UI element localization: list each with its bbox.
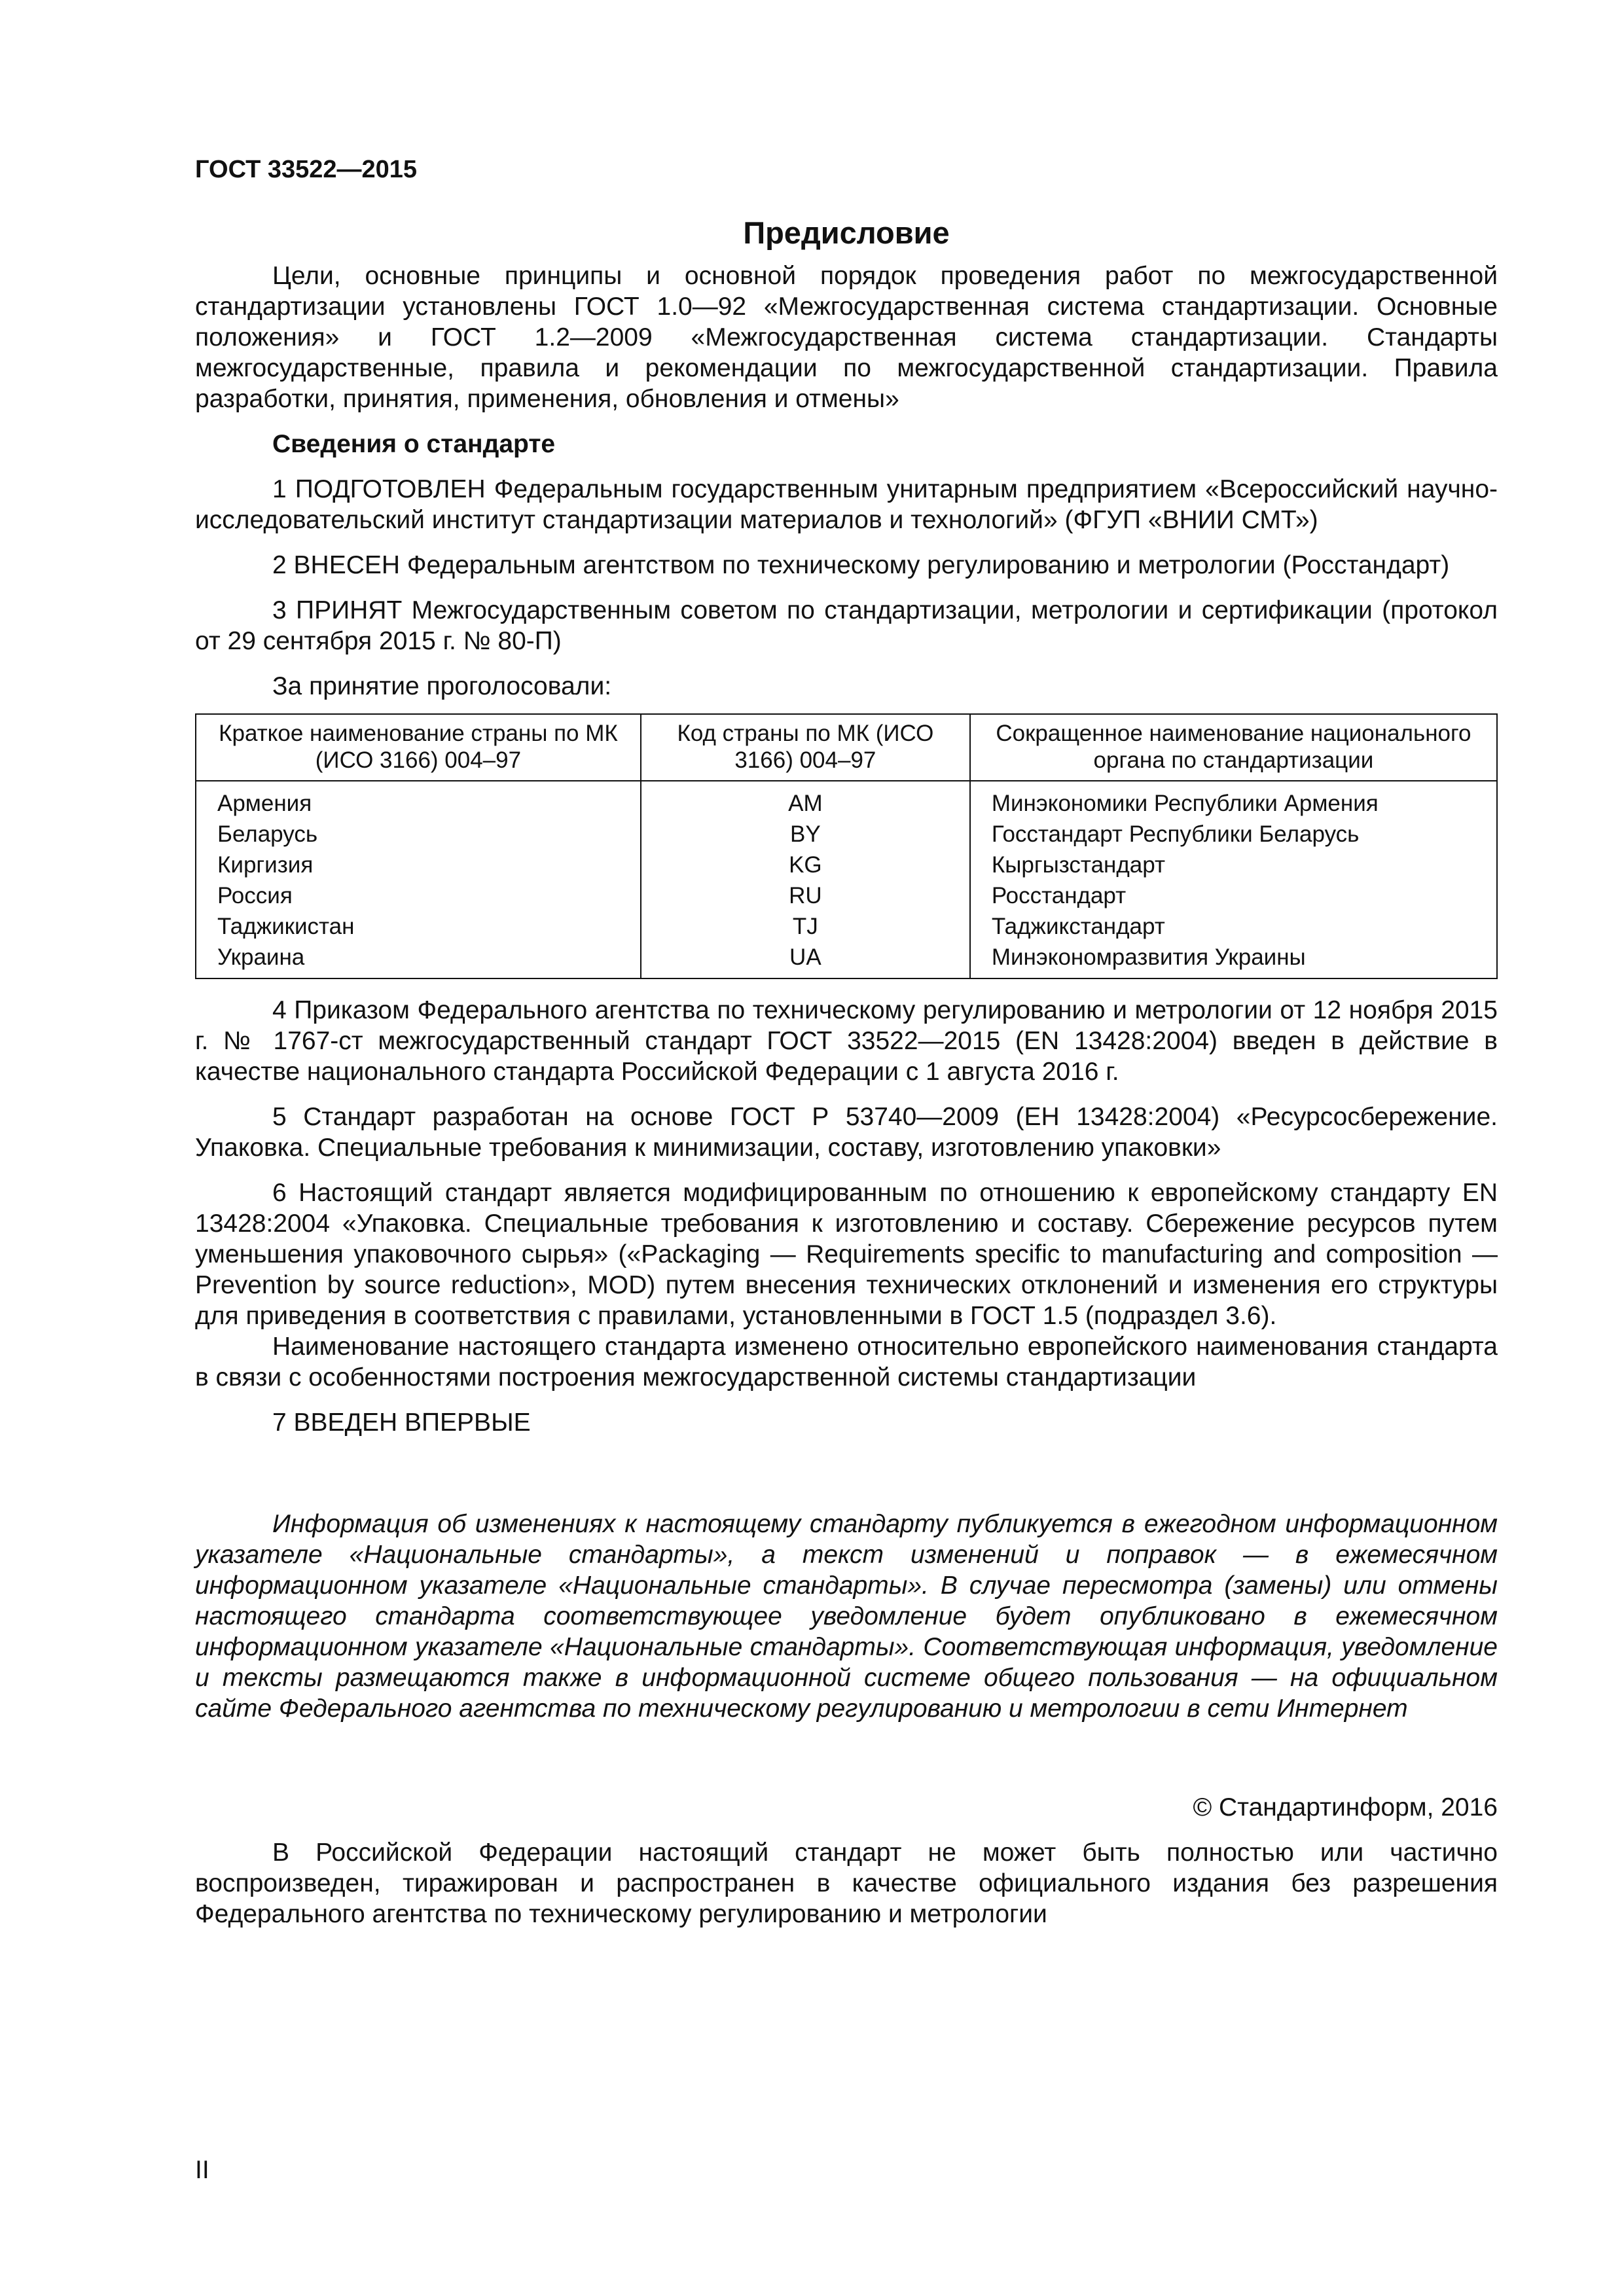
body-cell: Росстандарт: [970, 880, 1497, 911]
country-cell: Таджикистан: [196, 911, 641, 942]
document-id: ГОСТ 33522—2015: [195, 156, 418, 183]
vote-intro: За принятие проголосовали:: [272, 672, 612, 700]
body-cell: Минэкономразвития Украины: [970, 942, 1497, 978]
page-number: II: [195, 2156, 209, 2184]
country-cell: Беларусь: [196, 819, 641, 850]
code-cell: RU: [641, 880, 970, 911]
body-cell: Госстандарт Республики Беларусь: [970, 819, 1497, 850]
code-cell: KG: [641, 850, 970, 880]
reproduction-notice: В Российской Федерации настоящий стандарт не может быть полностью или частично воспроизведен, тиражирован и распространен в качестве официального издания без разрешения Федерального агентства по техническому регулированию и метрологии: [195, 1839, 1498, 1928]
body-cell: Минэкономики Республики Армения: [970, 781, 1497, 819]
country-cell: Россия: [196, 880, 641, 911]
page-title: Предисловие: [743, 215, 950, 250]
item-7: 7 ВВЕДЕН ВПЕРВЫЕ: [272, 1408, 531, 1437]
body-cell: Кыргызстандарт: [970, 850, 1497, 880]
item-4: 4 Приказом Федерального агентства по техническому регулированию и метрологии от 12 ноября 2015 г. № 1767-ст межгосударственный стандарт ГОСТ 33522—2015 (EN 13428:2004) введен в действие в качестве национального стандарта Российской Федерации с 1 августа 2016 г.: [195, 996, 1498, 1086]
section-heading: Сведения о стандарте: [272, 430, 556, 458]
copyright-line: © Стандартинформ, 2016: [1193, 1793, 1498, 1821]
item-2: 2 ВНЕСЕН Федеральным агентством по техническому регулированию и метрологии (Росстандарт): [272, 551, 1450, 579]
page-content: [195, 154, 1498, 1929]
column-header-body: Сокращенное наименование национального органа по стандартизации: [970, 714, 1497, 781]
item-5: 5 Стандарт разработан на основе ГОСТ Р 53740—2009 (ЕН 13428:2004) «Ресурсосбережение. Упаковка. Специальные требования к минимизации, составу, изготовлению упаковки»: [195, 1103, 1498, 1162]
table-row: [196, 819, 1497, 850]
country-cell: Киргизия: [196, 850, 641, 880]
country-cell: Украина: [196, 942, 641, 978]
item-1: 1 ПОДГОТОВЛЕН Федеральным государственным унитарным предприятием «Всероссийский научно-исследовательский институт стандартизации материалов и технологий» (ФГУП «ВНИИ СМТ»): [195, 475, 1498, 534]
column-header-country: Краткое наименование страны по МК (ИСО 3166) 004–97: [196, 714, 641, 781]
table-header-row: [196, 714, 1497, 781]
table-row: [196, 781, 1497, 819]
table-row: [196, 850, 1497, 880]
country-cell: Армения: [196, 781, 641, 819]
table-row: [196, 911, 1497, 942]
item-6-note: Наименование настоящего стандарта изменено относительно европейского наименования стандарта в связи с особенностями построения межгосударственной системы стандартизации: [195, 1333, 1498, 1391]
vote-table: [195, 713, 1498, 979]
code-cell: TJ: [641, 911, 970, 942]
column-header-code: Код страны по МК (ИСО 3166) 004–97: [641, 714, 970, 781]
item-3: 3 ПРИНЯТ Межгосударственным советом по стандартизации, метрологии и сертификации (протокол от 29 сентября 2015 г. № 80-П): [195, 596, 1498, 655]
code-cell: UA: [641, 942, 970, 978]
body-cell: Таджикстандарт: [970, 911, 1497, 942]
change-info-paragraph: Информация об изменениях к настоящему стандарту публикуется в ежегодном информационном указателе «Национальные стандарты», а текст изменений и поправок — в ежемесячном информационном указателе «Национальные стандарты». В случае пересмотра (замены) или отмены настоящего стандарта соответствующее уведомление будет опубликовано в ежемесячном информационном указателе «Национальные стандарты». Соответствующая информация, уведомление и тексты размещаются также в информационной системе общего пользования — на официальном сайте Федерального агентства по техническому регулированию и метрологии в сети Интернет: [195, 1510, 1498, 1723]
code-cell: BY: [641, 819, 970, 850]
table-row: [196, 942, 1497, 978]
item-6: 6 Настоящий стандарт является модифицированным по отношению к европейскому стандарту EN 13428:2004 «Упаковка. Специальные требования к изготовлению и составу. Сбережение ресурсов путем уменьшения упаковочного сырья» («Packaging — Requirements specific to manufacturing and composition — Prevention by source reduction», MOD) путем внесения технических отклонений и изменения его структуры для приведения в соответствия с правилами, установленными в ГОСТ 1.5 (подраздел 3.6).: [195, 1179, 1498, 1330]
code-cell: AM: [641, 781, 970, 819]
table-row: [196, 880, 1497, 911]
intro-paragraph: Цели, основные принципы и основной порядок проведения работ по межгосударственной стандартизации установлены ГОСТ 1.0—92 «Межгосударственная система стандартизации. Основные положения» и ГОСТ 1.2—2009 «Межгосударственная система стандартизации. Стандарты межгосударственные, правила и рекомендации по межгосударственной стандартизации. Правила разработки, принятия, применения, обновления и отмены»: [195, 262, 1498, 413]
